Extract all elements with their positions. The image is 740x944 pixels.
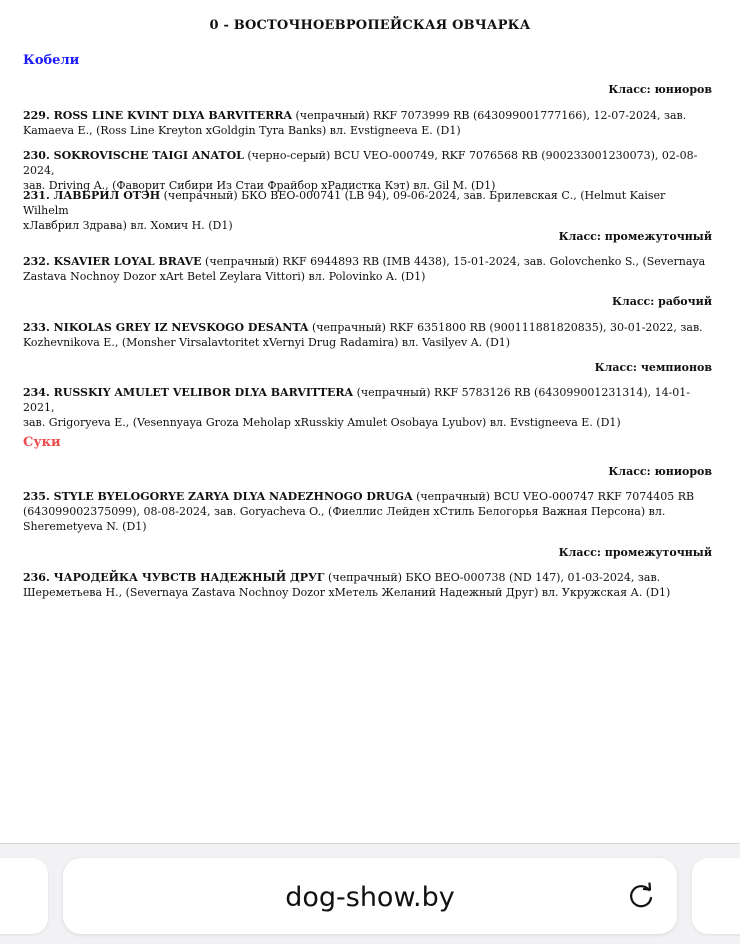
entry-details: Kamaeva E., (Ross Line Kreyton xGoldgin Tyra Banks) вл. Evstigneeva E. (D1) [23, 124, 461, 137]
entry-details: Sheremetyeva N. (D1) [23, 520, 147, 533]
url-text[interactable]: dog-show.by [285, 882, 455, 913]
females-heading: Суки [23, 435, 61, 450]
class-label: Класс: рабочий [611, 295, 712, 308]
entry-details: xЛавбрил Здрава) вл. Хомич Н. (D1) [23, 219, 233, 232]
entry-235 [23, 489, 713, 534]
class-label: Класс: юниоров [608, 83, 712, 96]
entry-details: Шереметьева Н., (Severnaya Zastava Nochnoy Dozor xМетель Желаний Надежный Друг) вл. Укружская А. (D1) [23, 586, 671, 599]
entry-234 [23, 385, 713, 430]
entry-230 [23, 148, 713, 193]
entry-229 [23, 108, 713, 138]
entry-details: (чепрачный) BCU VEO-000747 RKF 7074405 RB [412, 490, 695, 503]
entry-details: Zastava Nochnoy Dozor xArt Betel Zeylara Vittori) вл. Polovinko A. (D1) [23, 270, 426, 283]
entry-details: зав. Grigoryeva E., (Vesennyaya Groza Meholap xRusskiy Amulet Osobaya Lyubov) вл. Evstigneeva E. (D1) [23, 416, 621, 429]
dog-name: 230. SOKROVISCHE TAIGI ANATOL [23, 149, 244, 162]
entry-details: зав. Driving A., (Фаворит Сибири Из Стаи Фрайбор xРадистка Кэт) вл. Gil M. (D1) [23, 179, 496, 192]
dog-name: 232. KSAVIER LOYAL BRAVE [23, 255, 202, 268]
entry-details: (чепрачный) RKF 6944893 RB (IMB 4438), 15-01-2024, зав. Golovchenko S., (Severnaya [201, 255, 706, 268]
entry-details: (черно-серый) BCU VEO-000749, RKF 7076568 RB (900233001230073), 02-08-2024, [23, 149, 698, 177]
entry-232 [23, 254, 713, 284]
entry-details: Kozhevnikova E., (Monsher Virsalavtoritet xVernyi Drug Radamira) вл. Vasilyev A. (D1) [23, 336, 511, 349]
next-tab[interactable] [692, 858, 740, 934]
dog-name: 236. ЧАРОДЕЙКА ЧУВСТВ НАДЕЖНЫЙ ДРУГ [23, 571, 325, 584]
class-label: Класс: промежуточный [558, 546, 712, 559]
class-label: Класс: промежуточный [558, 230, 712, 243]
dog-name: 231. ЛАВБРИЛ ОТЭН [23, 189, 161, 202]
males-heading: Кобели [23, 53, 80, 68]
class-label: Класс: юниоров [608, 465, 712, 478]
address-bar[interactable] [63, 858, 677, 934]
entry-details: (чепрачный) RKF 6351800 RB (900111881820835), 30-01-2022, зав. [308, 321, 703, 334]
entry-details: (чепрачный) RKF 5783126 RB (643099001231314), 14-01-2021, [23, 386, 691, 414]
previous-tab[interactable] [0, 858, 48, 934]
reload-icon[interactable] [625, 880, 657, 912]
dog-name: 233. NIKOLAS GREY IZ NEVSKOGO DESANTA [23, 321, 309, 334]
entry-details: (чепрачный) RKF 7073999 RB (643099001777166), 12-07-2024, зав. [292, 109, 687, 122]
entry-236 [23, 570, 713, 600]
browser-toolbar [0, 843, 740, 944]
class-label: Класс: чемпионов [594, 361, 712, 374]
dog-name: 229. ROSS LINE KVINT DLYA BARVITERRA [23, 109, 293, 122]
entry-231 [23, 188, 713, 233]
entry-details: (чепрачный) БКО ВЕО-000738 (ND 147), 01-03-2024, зав. [324, 571, 661, 584]
entry-233 [23, 320, 713, 350]
entry-details: (643099002375099), 08-08-2024, зав. Goryacheva O., (Фиеллис Лейден xСтиль Белогорья Важная Персона) вл. [23, 505, 666, 518]
dog-name: 235. STYLE BYELOGORYE ZARYA DLYA NADEZHNOGO DRUGA [23, 490, 413, 503]
dog-name: 234. RUSSKIY AMULET VELIBOR DLYA BARVITTERA [23, 386, 354, 399]
entry-details: (чепрачный) БКО ВЕО-000741 (LB 94), 09-06-2024, зав. Брилевская С., (Helmut Kaiser Wilhelm [23, 189, 666, 217]
breed-title: 0 - ВОСТОЧНОЕВРОПЕЙСКАЯ ОВЧАРКА [209, 18, 531, 33]
